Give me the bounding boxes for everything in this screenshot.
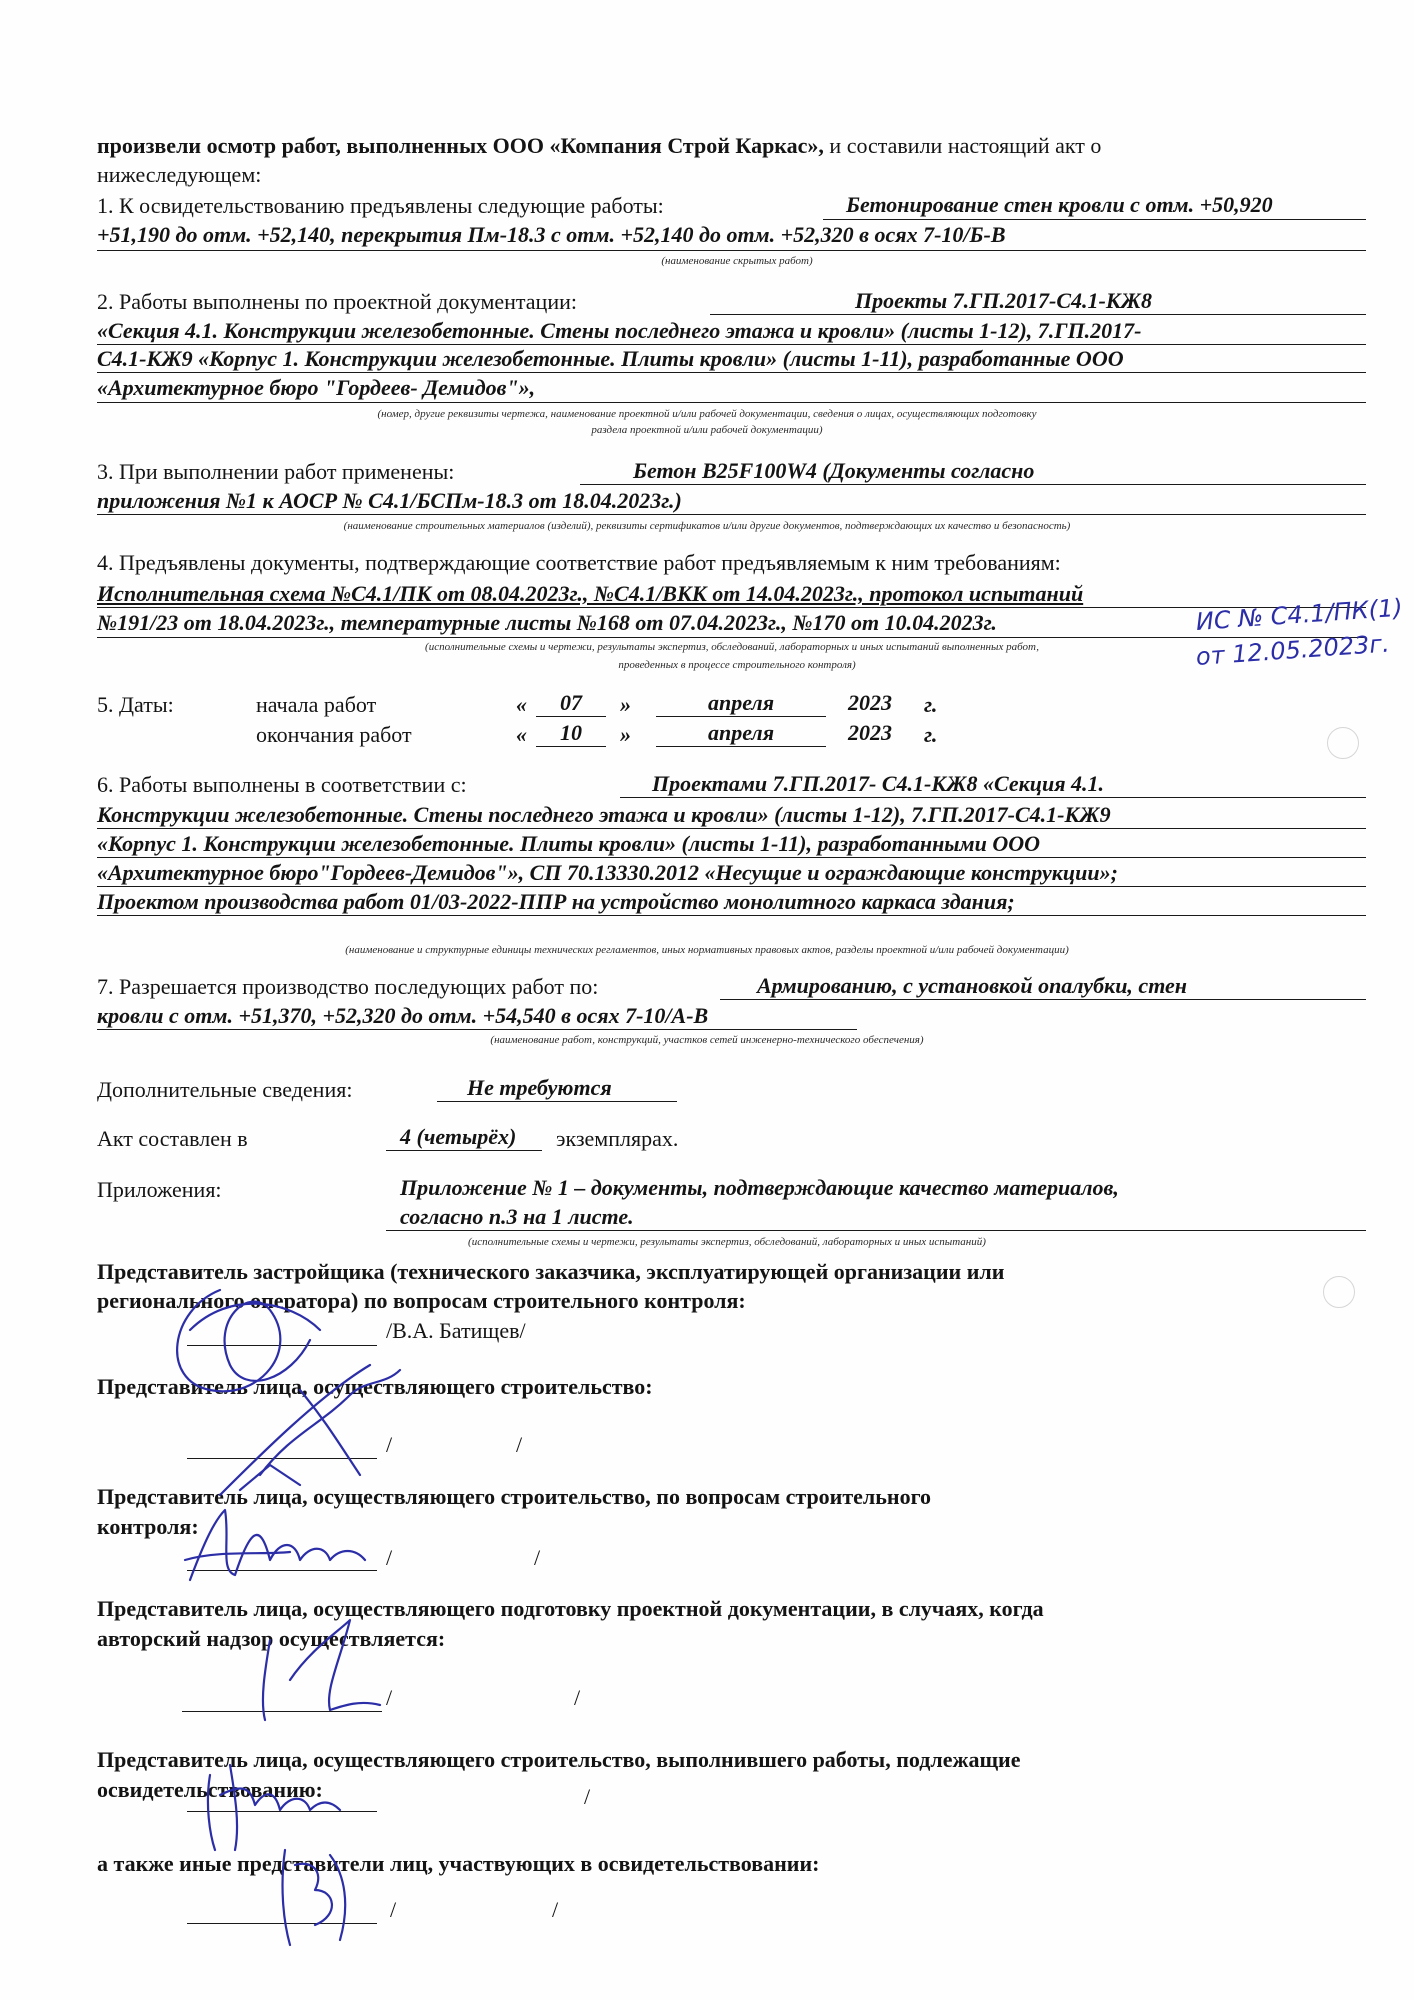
item6-underline-4 [97,886,1366,887]
item2-caption-1: (номер, другие реквизиты чертежа, наименование проектной и/или рабочей документации, сведения о лицах, осуществляющих подготовку [377,408,1037,420]
rep5-slash: / [584,1784,591,1809]
item6-caption: (наименование и структурные единицы технических регламентов, иных нормативных правовых актов, разделы проектной и/или рабочей документации) [345,944,1069,956]
item5-start-quote-open: « [516,692,527,717]
item5-end-day: 10 [560,720,582,745]
item7-underline-2 [97,1029,857,1030]
rep1-name: /В.А. Батищев/ [386,1318,526,1343]
item2-value-1: Проекты 7.ГП.2017-С4.1-КЖ8 [855,288,1152,313]
signature-rep6-scribble [255,1835,375,1955]
appendix-caption: (исполнительные схемы и чертежи, результаты экспертиз, обследований, лабораторных и иных испытаний) [468,1236,986,1248]
rep4-slash-2: / [574,1685,581,1710]
additional-value: Не требуются [467,1075,612,1100]
item2-caption-2: раздела проектной и/или рабочей документации) [591,424,823,436]
item4-handwritten-note-1: ИС № С4.1/ПК(1) [1195,593,1404,636]
item3-underline-1 [580,484,1366,485]
rep3-slash-1: / [386,1545,393,1570]
item4-underline-1 [97,607,1366,608]
item6-underline-1 [620,797,1366,798]
additional-label: Дополнительные сведения: [97,1077,353,1102]
item5-end-month: апреля [707,720,775,745]
item1-underline-1 [823,219,1366,220]
item4-value-1: Исполнительная схема №С4.1/ПК от 08.04.2023г., №С4.1/ВКК от 14.04.2023г., протокол испытаний [97,581,1084,606]
item6-value-2: Конструкции железобетонные. Стены последнего этажа и кровли» (листы 1-12), 7.ГП.2017-С4.1-КЖ9 [97,802,1111,827]
item3-label: 3. При выполнении работ применены: [97,459,455,484]
additional-underline [437,1101,677,1102]
item1-caption: (наименование скрытых работ) [661,255,813,267]
item6-value-1: Проектами 7.ГП.2017- С4.1-КЖ8 «Секция 4.1. [652,771,1105,796]
appendix-underline [386,1230,1366,1231]
rep2-slash-1: / [386,1432,393,1457]
rep5-title-line-1: Представитель лица, осуществляющего строительство, выполнившего работы, подлежащие [97,1747,1021,1772]
item5-end-label: окончания работ [256,722,412,747]
item6-underline-2 [97,828,1366,829]
signature-rep4-scribble [230,1610,393,1730]
rep4-title-line-1: Представитель лица, осуществляющего подготовку проектной документации, в случаях, когда [97,1596,1044,1621]
item7-underline-1 [720,999,1366,1000]
item5-start-month-underline [656,716,826,717]
item5-start-month: апреля [707,690,775,715]
appendix-value-1: Приложение № 1 – документы, подтверждающие качество материалов, [400,1175,1119,1200]
item4-caption-1: (исполнительные схемы и чертежи, результаты экспертиз, обследований, лабораторных и иных испытаний выполненных работ, [425,641,1039,653]
item5-label: 5. Даты: [97,692,174,717]
item6-label: 6. Работы выполнены в соответствии с: [97,772,467,797]
item3-value-2: приложения №1 к АОСР № С4.1/БСПм-18.3 от 18.04.2023г.) [97,488,682,513]
item1-underline-2 [97,250,1366,251]
item4-caption-2: проведенных в процессе строительного контроля) [618,659,856,671]
intro-rest-text: и составили настоящий акт о [829,133,1102,158]
item5-end-year: 2023 [848,720,892,745]
item2-value-2: «Секция 4.1. Конструкции железобетонные. Стены последнего этажа и кровли» (листы 1-12), 7.ГП.2017- [97,318,1142,343]
item7-caption: (наименование работ, конструкций, участков сетей инженерно-технического обеспечения) [490,1034,924,1046]
rep3-title-line-2: контроля: [97,1514,199,1539]
item5-end-quote-open: « [516,722,527,747]
rep3-title-line-1: Представитель лица, осуществляющего строительство, по вопросам строительного [97,1484,932,1509]
rep1-title-line-1: Представитель застройщика (технического заказчика, эксплуатирующей организации или [97,1259,1005,1284]
intro-bold-text: произвели осмотр работ, выполненных ООО «Компания Строй Каркас», [97,133,824,158]
item3-caption: (наименование строительных материалов (изделий), реквизиты сертификатов и/или другие документов, подтверждающих их качество и безопасность) [343,520,1071,532]
rep5-title-line-2: освидетельствованию: [97,1777,323,1802]
item5-start-year: 2023 [848,690,892,715]
item2-value-4: «Архитектурное бюро "Гордеев- Демидов"», [97,375,536,400]
item2-underline-4 [97,402,1366,403]
item2-value-3: С4.1-КЖ9 «Корпус 1. Конструкции железобетонные. Плиты кровли» (листы 1-11), разработанные ООО [97,346,1124,371]
signature-rep2-scribble [200,1355,430,1505]
rep6-slash-1: / [390,1897,397,1922]
item1-value-1: Бетонирование стен кровли с отм. +50,920 [846,192,1273,217]
rep4-slash-1: / [386,1685,393,1710]
signature-rep3-scribble [180,1500,380,1590]
intro-line-1 [97,133,1101,159]
item5-end-year-suffix: г. [924,722,938,747]
item4-handwritten-note-2: от 12.05.2023г. [1195,629,1391,671]
rep3-slash-2: / [534,1545,541,1570]
item6-value-5: Проектом производства работ 01/03-2022-ППР на устройство монолитного каркаса здания; [97,889,1015,914]
item2-underline-3 [97,372,1366,373]
copies-value: 4 (четырёх) [400,1124,517,1149]
item4-underline-2 [97,637,1366,638]
rep1-title-line-2: регионального оператора) по вопросам строительного контроля: [97,1288,746,1313]
item5-end-month-underline [656,746,826,747]
item7-label: 7. Разрешается производство последующих работ по: [97,974,599,999]
item3-underline-2 [97,514,1366,515]
rep6-slash-2: / [552,1897,559,1922]
item7-value-1: Армированию, с установкой опалубки, стен [757,973,1187,998]
copies-suffix: экземплярах. [556,1126,679,1151]
copies-underline [386,1150,542,1151]
intro-line-2: нижеследующем: [97,162,262,187]
item5-start-label: начала работ [256,692,377,717]
item5-start-day-underline [536,716,606,717]
item3-value-1: Бетон В25F100W4 (Документы согласно [633,458,1035,483]
item6-underline-3 [97,857,1366,858]
item5-start-quote-close: » [620,692,631,717]
item1-value-2: +51,190 до отм. +52,140, перекрытия Пм-18.3 с отм. +52,140 до отм. +52,320 в осях 7-10/Б-В [97,222,1006,247]
item2-label: 2. Работы выполнены по проектной документации: [97,289,577,314]
item7-value-2: кровли с отм. +51,370, +52,320 до отм. +54,540 в осях 7-10/А-В [97,1003,709,1028]
item5-start-day: 07 [560,690,582,715]
rep4-title-line-2: авторский надзор осуществляется: [97,1626,446,1651]
item4-label: 4. Предъявлены документы, подтверждающие соответствие работ предъявляемым к ним требованиям: [97,550,1061,575]
item2-underline-1 [710,314,1366,315]
appendix-label: Приложения: [97,1177,222,1202]
item6-value-4: «Архитектурное бюро"Гордеев-Демидов"», СП 70.13330.2012 «Несущие и ограждающие конструкции»; [97,860,1118,885]
punch-hole-mark [1327,727,1359,759]
item1-label: 1. К освидетельствованию предъявлены следующие работы: [97,193,664,218]
appendix-value-2: согласно п.3 на 1 листе. [400,1204,634,1229]
rep2-title: Представитель лица, осуществляющего строительство: [97,1374,653,1399]
item6-underline-5 [97,915,1366,916]
item4-value-2: №191/23 от 18.04.2023г., температурные листы №168 от 07.04.2023г., №170 от 10.04.2023г. [97,610,997,635]
item5-end-quote-close: » [620,722,631,747]
item6-value-3: «Корпус 1. Конструкции железобетонные. Плиты кровли» (листы 1-11), разработанными ООО [97,831,1041,856]
item2-underline-2 [97,344,1366,345]
rep2-slash-2: / [516,1432,523,1457]
punch-hole-mark [1323,1276,1355,1308]
item5-start-year-suffix: г. [924,692,938,717]
copies-label: Акт составлен в [97,1126,248,1151]
item5-end-day-underline [536,746,606,747]
rep6-title: а также иные представители лиц, участвующих в освидетельствовании: [97,1851,820,1876]
